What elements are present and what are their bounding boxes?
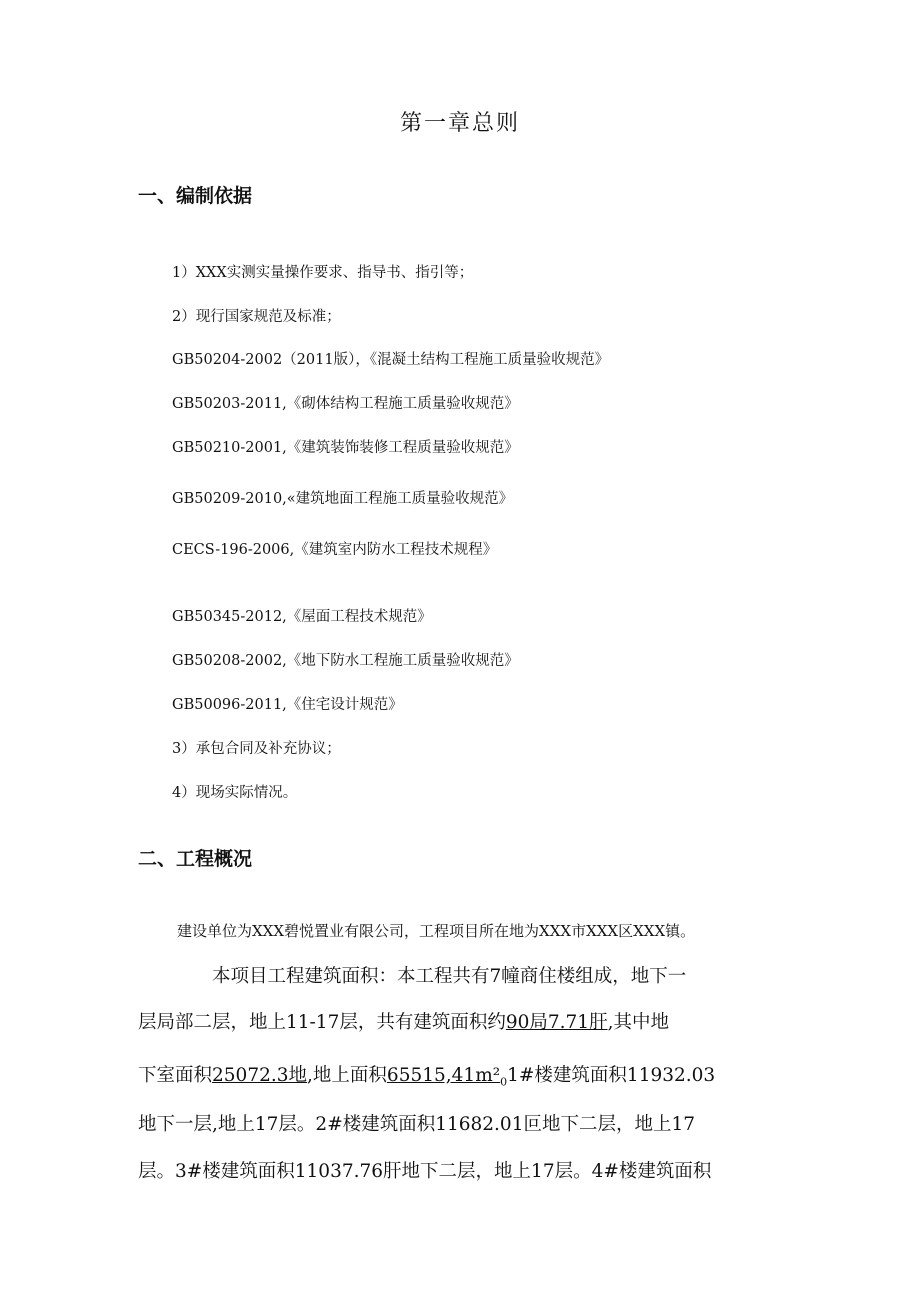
paragraph-text-underlined: 25072.3地 (212, 1065, 308, 1086)
basis-item: GB50209-2010,«建筑地面工程施工质量验收规范》 (172, 491, 514, 507)
basis-item: 1）XXX实测实量操作要求、指导书、指引等； (172, 265, 474, 281)
paragraph-text: 下室面积 (138, 1065, 213, 1086)
paragraph-line: 地下一层,地上17层。2#楼建筑面积11682.01叵地下二层，地上17 (138, 1114, 696, 1135)
paragraph-text-underlined: 90局7.71肝 (505, 1012, 608, 1033)
paragraph-text: 层局部二层，地上11-17层，共有建筑面积约 (138, 1012, 506, 1033)
basis-item: GB50096-2011,《住宅设计规范》 (172, 697, 403, 713)
basis-item: 3）承包合同及补充协议； (172, 741, 341, 757)
basis-item: CECS-196-2006,《建筑室内防水工程技术规程》 (172, 542, 498, 558)
paragraph-subscript: 0 (500, 1075, 508, 1089)
basis-item: 4）现场实际情况。 (172, 785, 298, 801)
paragraph-line: 本项目工程建筑面积：本工程共有7幢商住楼组成，地下一 (212, 966, 687, 987)
intro-paragraph: 建设单位为XXX碧悦置业有限公司，工程项目所在地为XXX市XXX区XXX镇。 (177, 922, 696, 940)
basis-item: 2）现行国家规范及标准； (172, 309, 341, 325)
chapter-title: 第一章总则 (399, 111, 520, 136)
basis-item: GB50345-2012,《屋面工程技术规范》 (172, 609, 432, 625)
basis-item: GB50208-2002,《地下防水工程施工质量验收规范》 (172, 653, 519, 669)
paragraph-text: ,地上面积 (307, 1065, 387, 1086)
basis-item: GB50204-2002（2011版），《混凝土结构工程施工质量验收规范》 (172, 352, 610, 368)
paragraph-text: 1#楼建筑面积11932.03 (507, 1065, 716, 1086)
basis-item: GB50210-2001,《建筑装饰装修工程质量验收规范》 (172, 440, 519, 456)
paragraph-line (138, 1061, 715, 1089)
section-heading-basis: 一、编制依据 (138, 185, 253, 207)
paragraph-text-underlined: 65515,41m² (386, 1065, 501, 1086)
paragraph-text: ,其中地 (607, 1012, 669, 1033)
section-heading-overview: 二、工程概况 (138, 848, 253, 870)
paragraph-line: 层。3#楼建筑面积11037.76肝地下二层，地上17层。4#楼建筑面积 (138, 1161, 712, 1182)
basis-item: GB50203-2011,《砌体结构工程施工质量验收规范》 (172, 396, 519, 412)
paragraph-line (138, 1008, 669, 1034)
